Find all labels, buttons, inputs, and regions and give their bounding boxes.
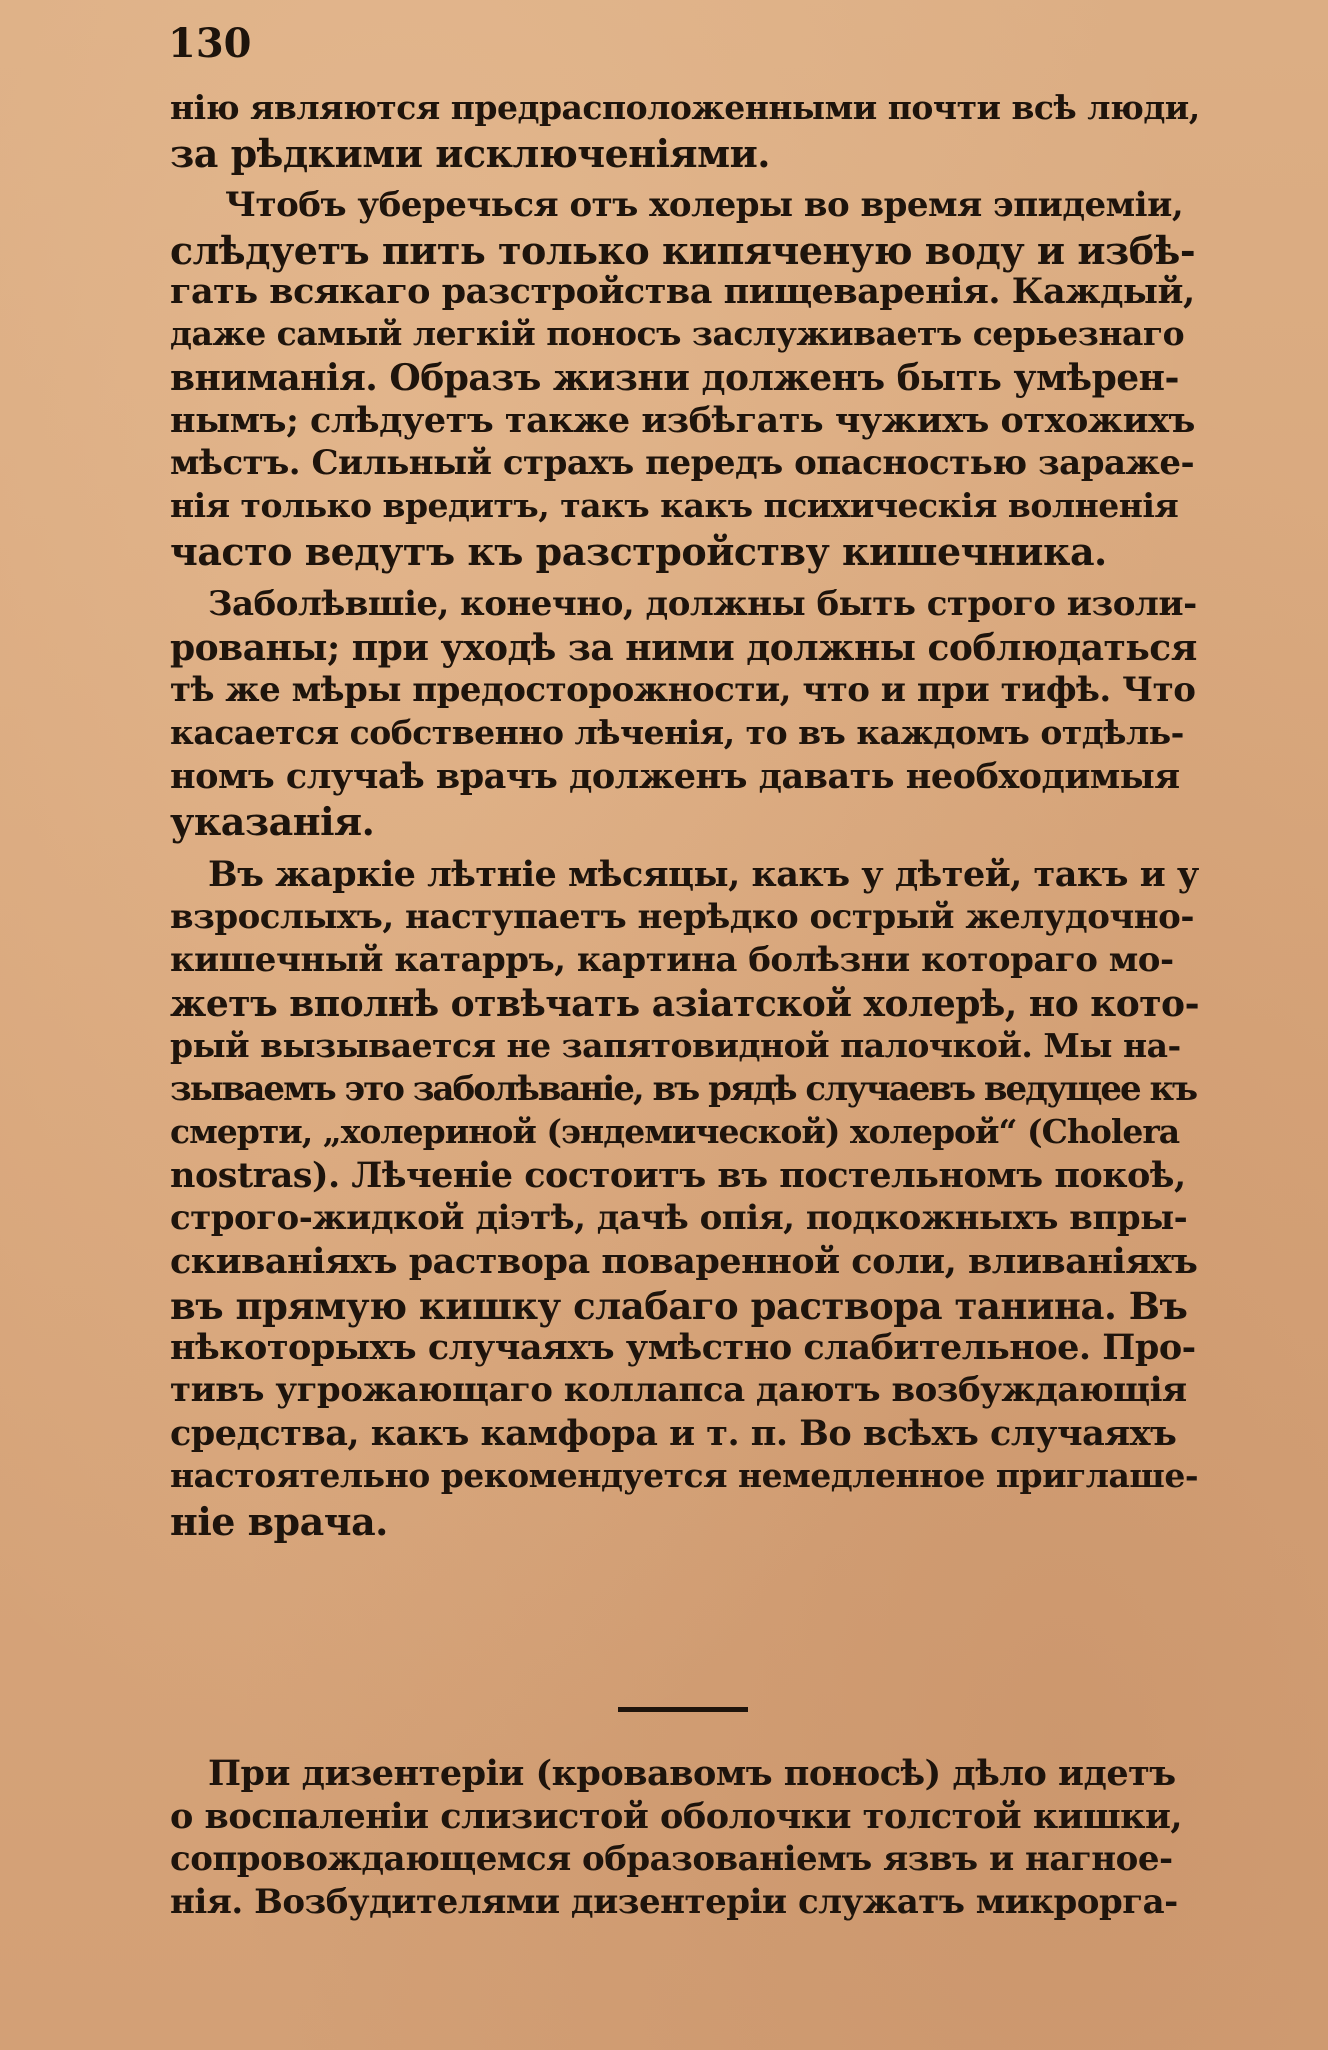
text-line: нія. Возбудителями дизентеріи служатъ микрорга- [170,1882,1178,1922]
text-line: часто ведутъ къ разстройству кишечника. [170,529,1107,574]
text-line: средства, какъ камфора и т. п. Во всѣхъ случаяхъ [170,1413,1177,1454]
text-line: тѣ же мѣры предосторожности, что и при тифѣ. Что [170,670,1196,710]
text-line: смерти, „холериной (эндемической) холерой“ (Cholera [170,1112,1180,1151]
page-number: 130 [168,20,252,67]
text-line: жетъ вполнѣ отвѣчать азіатской холерѣ, но кото- [170,983,1200,1025]
text-line: зываемъ это заболѣваніе, въ рядѣ случаевъ ведущее къ [170,1069,1197,1109]
text-line: гать всякаго разстройства пищеваренія. Каждый, [170,271,1195,312]
text-line: нію являются предрасположенными почти всѣ люди, [170,88,1200,127]
text-line: сопровождающемся образованіемъ язвъ и нагное- [170,1839,1173,1879]
text-line: nostras). Лѣченіе состоитъ въ постельномъ покоѣ, [170,1155,1186,1196]
text-line: Чтобъ уберечься отъ холеры во время эпидеміи, [225,185,1184,225]
text-line: ніе врача. [170,1499,388,1544]
text-line: указанія. [170,799,375,844]
text-line: слѣдуетъ пить только кипяченую воду и избѣ- [170,228,1196,273]
text-line: строго-жидкой діэтѣ, дачѣ опія, подкожныхъ впры- [170,1198,1188,1238]
text-line: нѣкоторыхъ случаяхъ умѣстно слабительное. Про- [170,1327,1196,1368]
text-line: скиваніяхъ раствора поваренной соли, вливаніяхъ [170,1241,1198,1282]
text-line: нія только вредитъ, такъ какъ психическія волненія [170,486,1179,525]
text-line: рый вызывается не запятовидной палочкой. Мы на- [170,1026,1181,1065]
text-line: вниманія. Образъ жизни долженъ быть умѣрен- [170,357,1179,399]
text-line: за рѣдкими исключеніями. [170,131,771,176]
text-line: Въ жаркіе лѣтніе мѣсяцы, какъ у дѣтей, такъ и у [208,854,1199,895]
text-line: тивъ угрожающаго коллапса даютъ возбуждающія [170,1370,1187,1410]
text-line: рованы; при уходѣ за ними должны соблюдаться [170,627,1197,669]
text-line: кишечный катарръ, картина болѣзни котораго мо- [170,940,1174,980]
text-line: касается собственно лѣченія, то въ каждомъ отдѣль- [170,713,1184,752]
text-line: номъ случаѣ врачъ долженъ давать необходимыя [170,756,1180,797]
text-line: о воспаленіи слизистой оболочки толстой кишки, [170,1796,1183,1837]
text-line: взрослыхъ, наступаетъ нерѣдко острый желудочно- [170,897,1194,937]
section-divider [618,1707,748,1712]
text-line: нымъ; слѣдуетъ также избѣгать чужихъ отхожихъ [170,400,1195,441]
text-line: въ прямую кишку слабаго раствора танина. Въ [170,1284,1188,1328]
text-line: мѣстъ. Сильный страхъ передъ опасностью зараже- [170,443,1195,483]
text-line: даже самый легкій поносъ заслуживаетъ серьезнаго [170,314,1185,353]
text-line: Заболѣвшіе, конечно, должны быть строго изоли- [208,584,1197,624]
text-line: настоятельно рекомендуется немедленное приглаше- [170,1456,1199,1495]
text-line: При дизентеріи (кровавомъ поносѣ) дѣло идетъ [208,1753,1176,1794]
